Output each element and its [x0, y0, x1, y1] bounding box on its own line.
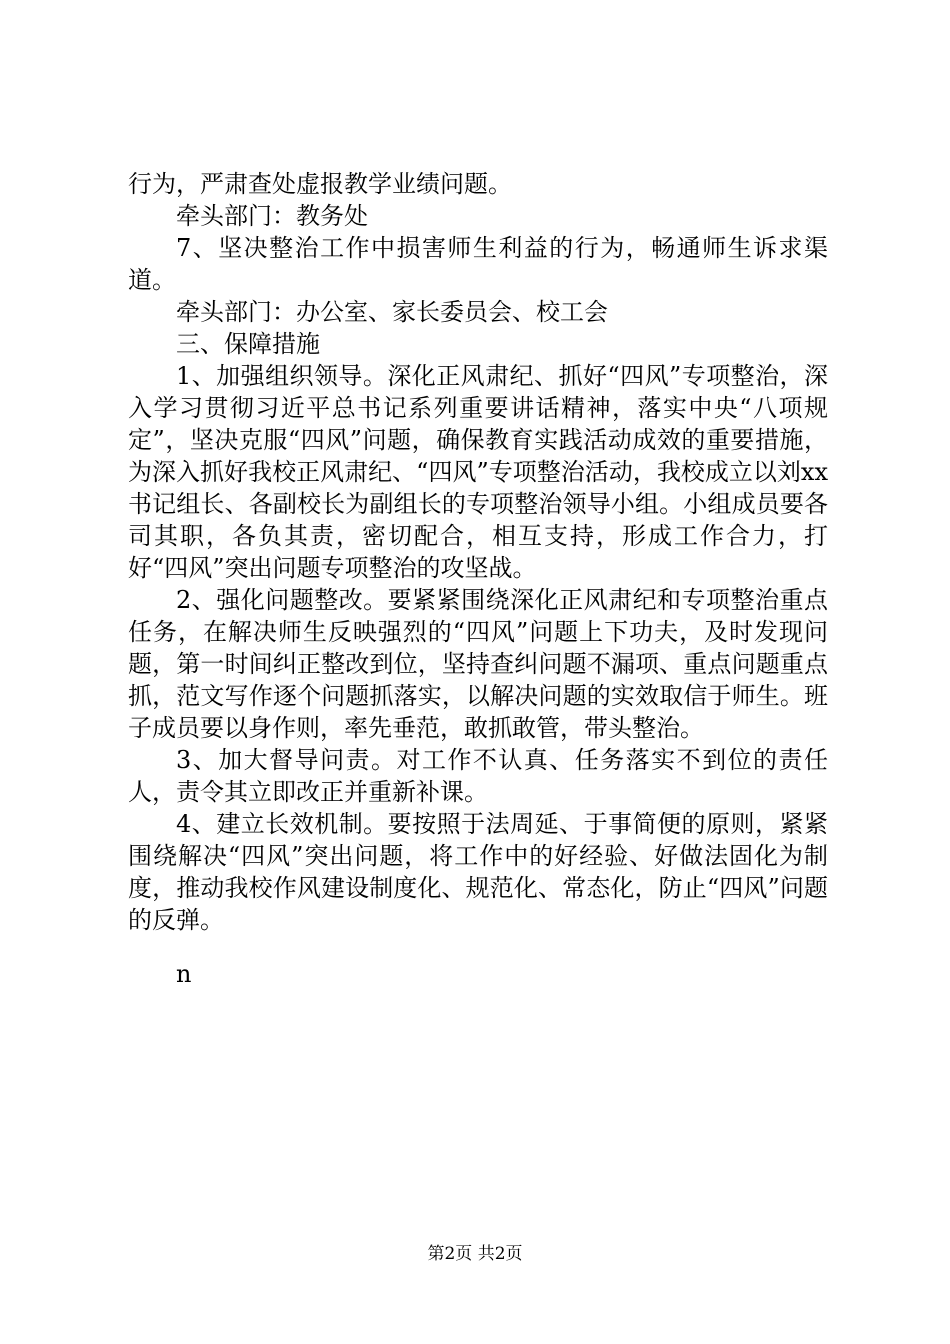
paragraph-measure-4: 4、建立长效机制。要按照于法周延、于事简便的原则，紧紧围绕解决“四风”突出问题，将工作中的好经验、好做法固化为制度，推动我校作风建设制度化、规范化、常态化，防止“四风”问题的反弹。 [128, 810, 828, 934]
paragraph-lead-department-2: 牵头部门：办公室、家长委员会、校工会 [176, 298, 608, 326]
paragraph-continuation: 行为，严肃查处虚报教学业绩问题。 [128, 170, 512, 198]
section-heading-safeguards: 三、保障措施 [176, 330, 320, 358]
paragraph-trailing-n: n [176, 960, 192, 988]
paragraph-item-7: 7、坚决整治工作中损害师生利益的行为，畅通师生诉求渠道。 [128, 234, 828, 294]
paragraph-measure-1: 1、加强组织领导。深化正风肃纪、抓好“四风”专项整治，深入学习贯彻习近平总书记系列重要讲话精神，落实中央“八项规定”，坚决克服“四风”问题，确保教育实践活动成效的重要措施，为深入抓好我校正风肃纪、“四风”专项整治活动，我校成立以刘xx书记组长、各副校长为副组长的专项整治领导小组。小组成员要各司其职，各负其责，密切配合，相互支持，形成工作合力，打好“四风”突出问题专项整治的攻坚战。 [128, 362, 828, 582]
paragraph-gap [128, 936, 828, 958]
paragraph-measure-3: 3、加大督导问责。对工作不认真、任务落实不到位的责任人，责令其立即改正并重新补课。 [128, 746, 828, 806]
paragraph-lead-department-1: 牵头部门：教务处 [176, 202, 368, 230]
document-body [128, 168, 828, 990]
page-number-footer: 第2页 共2页 [427, 1244, 523, 1264]
paragraph-measure-2: 2、强化问题整改。要紧紧围绕深化正风肃纪和专项整治重点任务，在解决师生反映强烈的“四风”问题上下功夫，及时发现问题，第一时间纠正整改到位，坚持查纠问题不漏项、重点问题重点抓，范文写作逐个问题抓落实，以解决问题的实效取信于师生。班子成员要以身作则，率先垂范，敢抓敢管，带头整治。 [128, 586, 828, 742]
